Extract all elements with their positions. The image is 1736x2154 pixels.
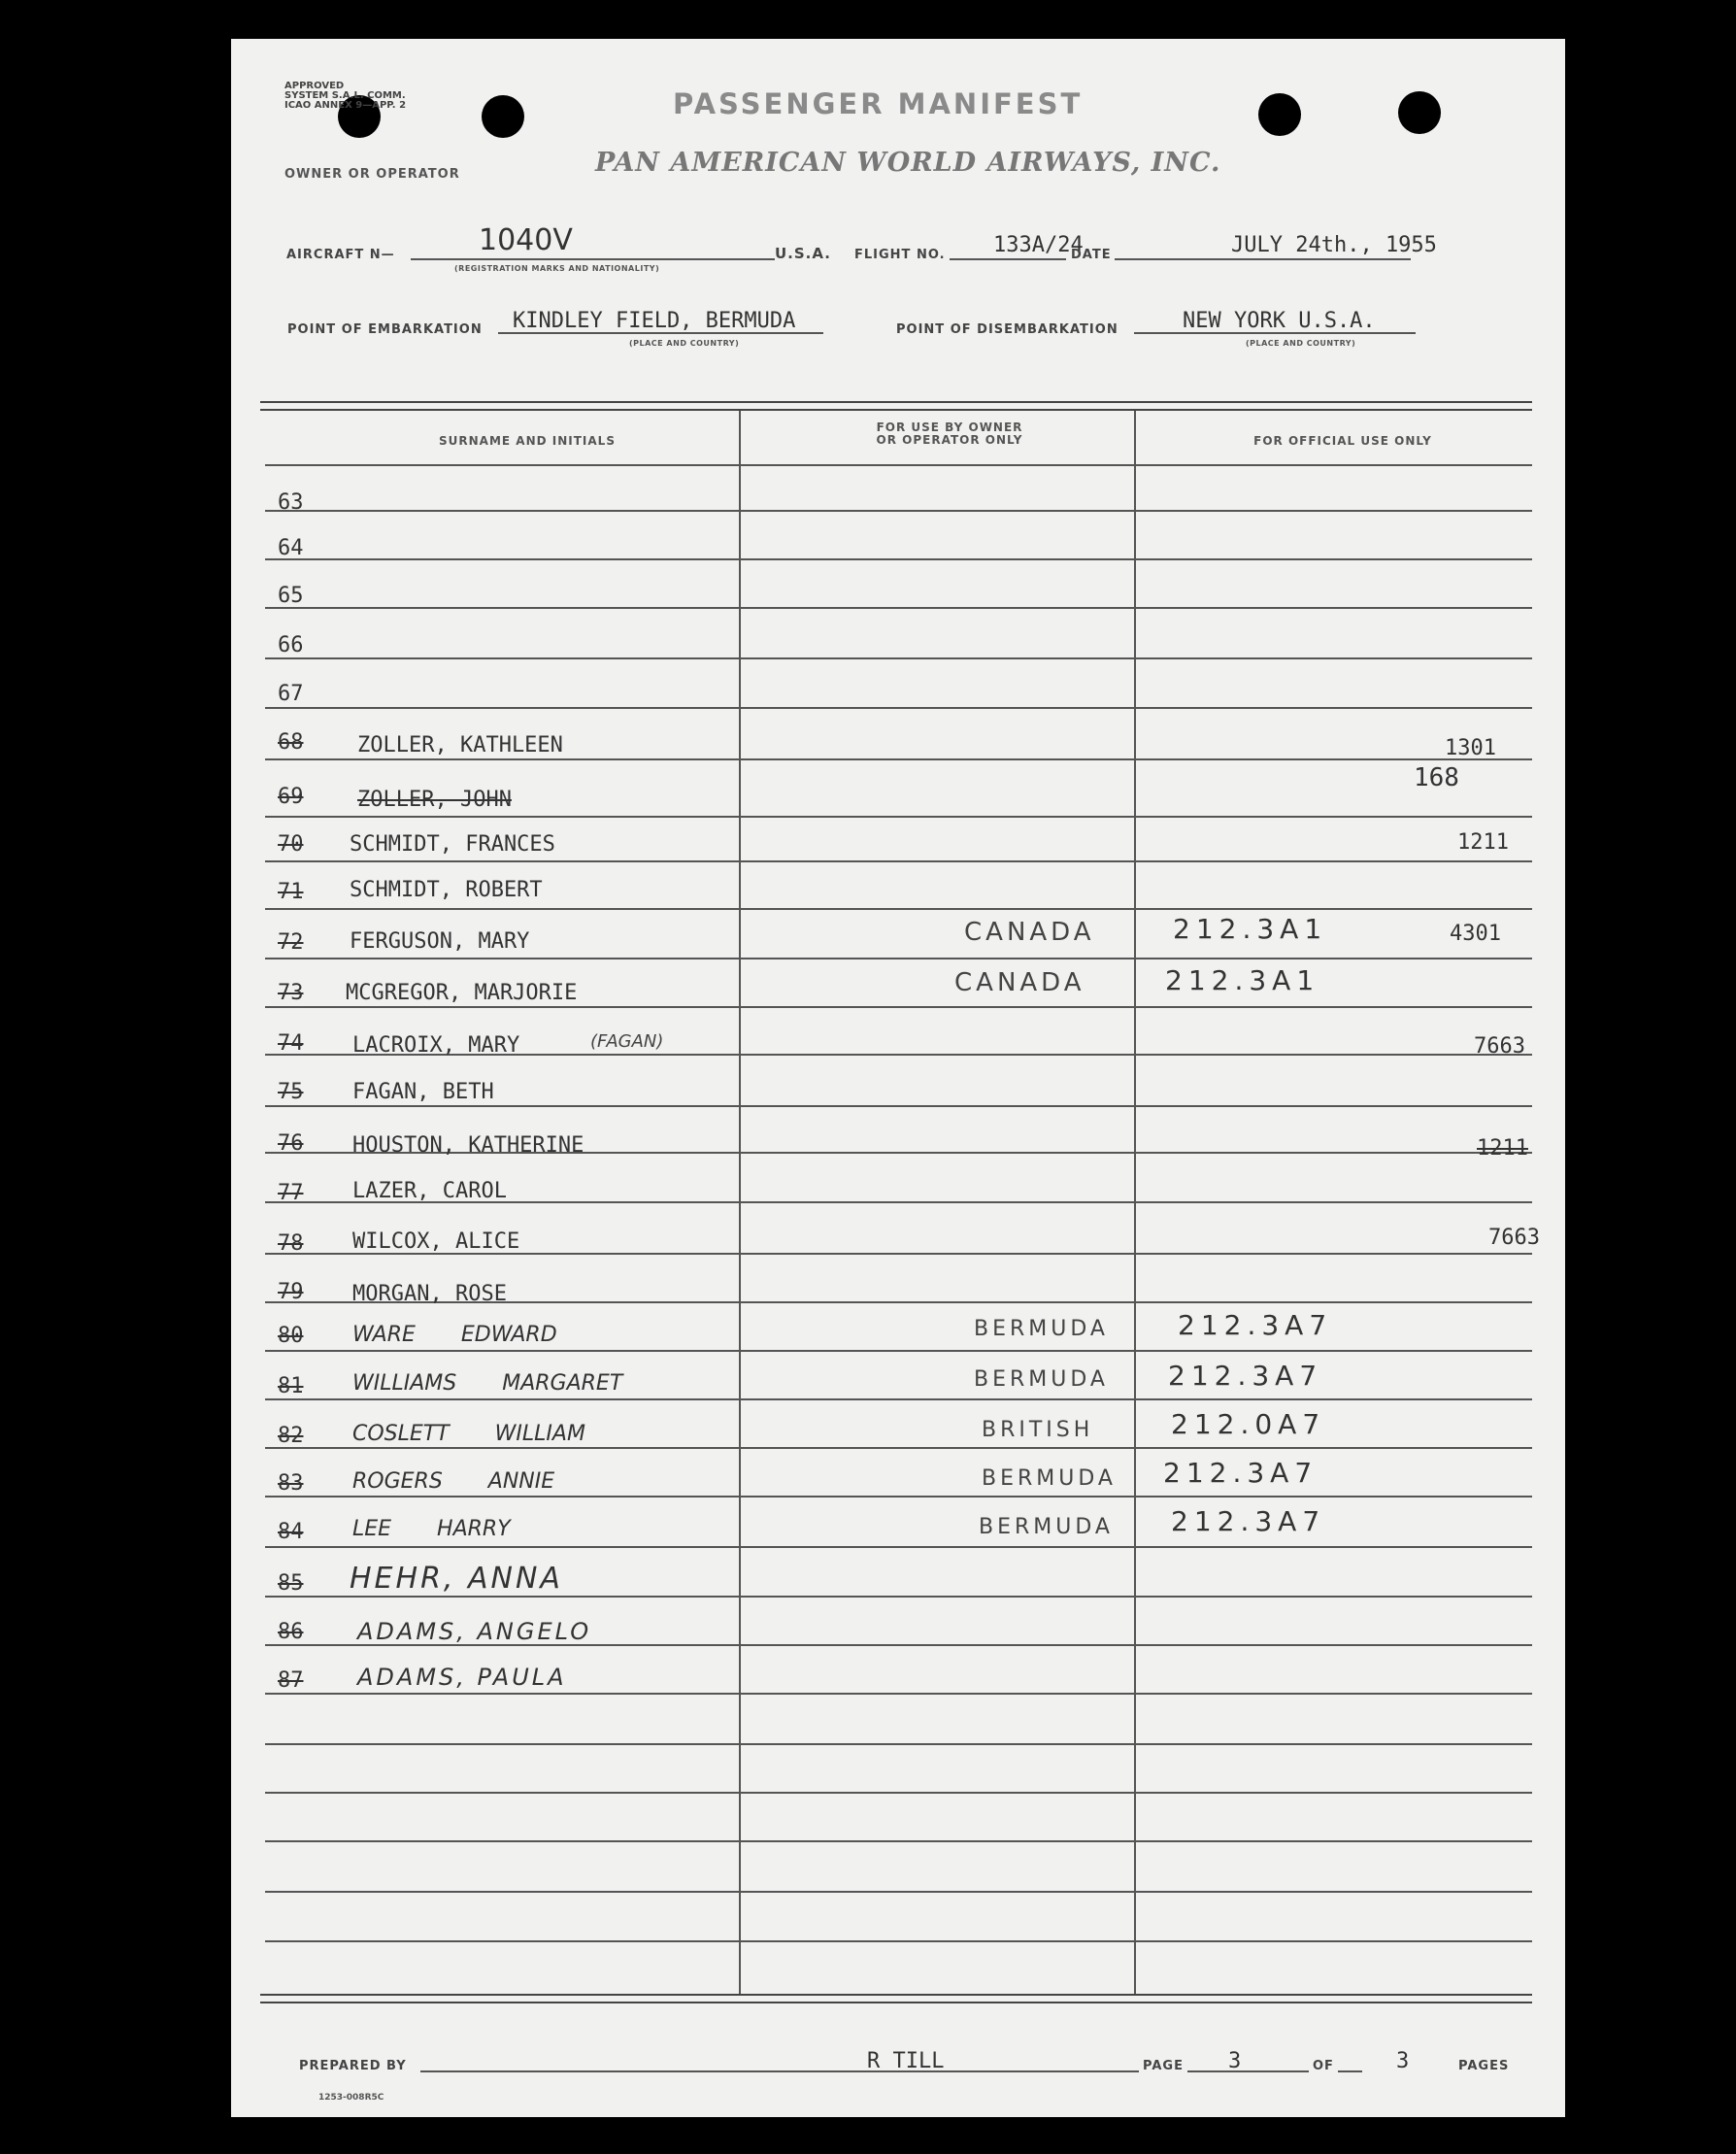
row-rule [265,1693,1532,1695]
flight-field-line [950,258,1066,260]
official-code: 7663 [1488,1226,1540,1250]
owner-label: OWNER OR OPERATOR [284,167,460,182]
of-label: OF [1309,2059,1338,2073]
row-number: 79 [278,1280,304,1304]
official-code: 1301 [1445,736,1496,760]
row-rule [265,657,1532,659]
row-rule [265,1792,1532,1794]
row-rule [265,1743,1532,1745]
header-rule [260,409,1532,411]
manifest-sheet [231,39,1565,2117]
row-number: 83 [278,1471,304,1496]
row-number: 76 [278,1131,304,1156]
passenger-name: SCHMIDT, ROBERT [350,878,543,902]
passenger-name: ROGERS ANNIE [352,1469,555,1494]
disembark-label: POINT OF DISEMBARKATION [896,322,1118,337]
nationality: CANADA [964,918,1095,947]
nationality: CANADA [954,968,1085,997]
row-number: 80 [278,1324,304,1348]
form-number: 1253-008R5C [318,2093,384,2103]
pages-label: PAGES [1454,2059,1513,2073]
row-rule [265,1398,1532,1400]
passenger-name: HOUSTON, KATHERINE [352,1133,584,1158]
passenger-name: LAZER, CAROL [352,1179,507,1203]
nationality: BRITISH [982,1418,1094,1442]
punch-hole [1258,93,1301,136]
punch-hole [1398,91,1441,134]
row-number: 81 [278,1374,304,1398]
passenger-name: ZOLLER, JOHN [357,788,512,812]
official-code: 1211 [1457,830,1509,855]
passenger-name: WILLIAMS MARGARET [352,1371,623,1396]
row-number: 85 [278,1571,304,1596]
row-rule [265,1496,1532,1498]
row-rule [265,1840,1532,1842]
passenger-name: FAGAN, BETH [352,1080,494,1104]
row-number: 74 [278,1031,304,1056]
passenger-note: (FAGAN) [590,1031,664,1052]
form-title: PASSENGER MANIFEST [673,87,1084,120]
row-number: 64 [278,536,304,560]
row-number: 72 [278,930,304,955]
row-rule [265,558,1532,560]
passenger-name: WARE EDWARD [352,1323,557,1347]
official-code: 4301 [1450,922,1501,946]
usa-label: U.S.A. [775,245,831,262]
row-number: 63 [278,490,304,515]
column-header-surname: SURNAME AND INITIALS [439,434,616,448]
approval-line: SYSTEM S.A.L. COMM. [284,90,406,101]
visa-code: 212.3A7 [1163,1457,1319,1489]
visa-code: 212.3A7 [1178,1309,1333,1341]
row-number: 71 [278,880,304,904]
visa-code: 212.3A1 [1173,913,1328,945]
row-rule [265,1546,1532,1548]
row-number: 70 [278,832,304,857]
passenger-name: MORGAN, ROSE [352,1282,507,1306]
row-number: 69 [278,785,304,809]
prepared-by-label: PREPARED BY [299,2059,407,2073]
row-rule [265,707,1532,709]
passenger-name: FERGUSON, MARY [350,929,530,954]
row-number: 65 [278,584,304,608]
nationality: BERMUDA [974,1367,1109,1392]
disembark-value: NEW YORK U.S.A. [1183,309,1376,333]
row-rule [265,958,1532,959]
row-number: 78 [278,1231,304,1256]
embark-value: KINDLEY FIELD, BERMUDA [513,309,796,333]
page-value: 3 [1228,2049,1242,2073]
page-label: PAGE [1139,2059,1187,2073]
row-rule [265,1006,1532,1008]
column-header-official: FOR OFFICIAL USE ONLY [1253,434,1432,448]
row-number: 68 [278,730,304,755]
prepared-by-value: R TILL [867,2049,945,2073]
aircraft-value: 1040V [479,223,573,257]
row-rule [265,908,1532,910]
row-rule [265,860,1532,862]
row-number: 87 [278,1668,304,1693]
row-number: 75 [278,1080,304,1104]
embark-label: POINT OF EMBARKATION [287,322,483,337]
passenger-name: COSLETT WILLIAM [352,1422,585,1446]
column-header-owner-line: OR OPERATOR ONLY [876,433,1023,447]
passenger-name: MCGREGOR, MARJORIE [346,981,578,1005]
date-label: DATE [1071,248,1112,262]
row-rule [265,1940,1532,1942]
official-code: 168 [1414,763,1459,792]
header-rule [260,401,1532,403]
punch-hole [482,95,524,138]
nationality: BERMUDA [979,1515,1114,1539]
row-rule [265,1350,1532,1352]
row-rule [265,1105,1532,1107]
column-header-owner-use [755,421,1144,447]
aircraft-label: AIRCRAFT N— [286,248,395,262]
row-rule [265,1447,1532,1449]
official-code: 7663 [1474,1034,1525,1059]
company-name: PAN AMERICAN WORLD AIRWAYS, INC. [595,148,1221,178]
approval-stamp [284,82,406,111]
passenger-name: WILCOX, ALICE [352,1229,520,1254]
nationality: BERMUDA [974,1317,1109,1341]
visa-code: 212.3A1 [1165,964,1320,996]
row-number: 66 [278,633,304,657]
flight-label: FLIGHT NO. [854,248,946,262]
date-value: JULY 24th., 1955 [1231,233,1437,257]
passenger-name: SCHMIDT, FRANCES [350,832,555,857]
approval-line: ICAO ANNEX 9—APP. 2 [284,100,407,111]
visa-code: 212.3A7 [1168,1360,1323,1392]
approval-line: APPROVED [284,81,345,91]
passenger-name: ADAMS, ANGELO [357,1618,592,1645]
footer-rule [260,2002,1532,2003]
row-rule [265,816,1532,818]
row-number: 86 [278,1620,304,1644]
row-rule [265,758,1532,760]
row-number: 67 [278,682,304,706]
row-number: 82 [278,1424,304,1448]
official-code: 1211 [1477,1136,1528,1161]
column-header-owner-line: FOR USE BY OWNER [876,421,1023,434]
aircraft-sublabel: (REGISTRATION MARKS AND NATIONALITY) [454,264,660,273]
passenger-name: LEE HARRY [352,1517,511,1541]
footer-rule [260,1994,1532,1996]
aircraft-field-line [411,258,775,260]
passenger-name: ZOLLER, KATHLEEN [357,733,563,757]
embark-sublabel: (PLACE AND COUNTRY) [629,339,740,348]
passenger-name: HEHR, ANNA [350,1562,563,1596]
disembark-sublabel: (PLACE AND COUNTRY) [1246,339,1356,348]
passenger-name: ADAMS, PAULA [357,1664,567,1691]
row-rule [265,607,1532,609]
row-rule [265,464,1532,466]
row-rule [265,1596,1532,1598]
row-rule [265,1891,1532,1893]
of-value: 3 [1396,2049,1410,2073]
visa-code: 212.3A7 [1171,1505,1326,1537]
row-number: 84 [278,1520,304,1544]
row-number: 73 [278,981,304,1005]
flight-value: 133A/24 [993,233,1084,257]
row-number: 77 [278,1181,304,1205]
nationality: BERMUDA [982,1466,1117,1491]
date-field-line [1115,258,1411,260]
row-rule [265,510,1532,512]
passenger-name: LACROIX, MARY [352,1033,520,1058]
visa-code: 212.0A7 [1171,1408,1326,1440]
